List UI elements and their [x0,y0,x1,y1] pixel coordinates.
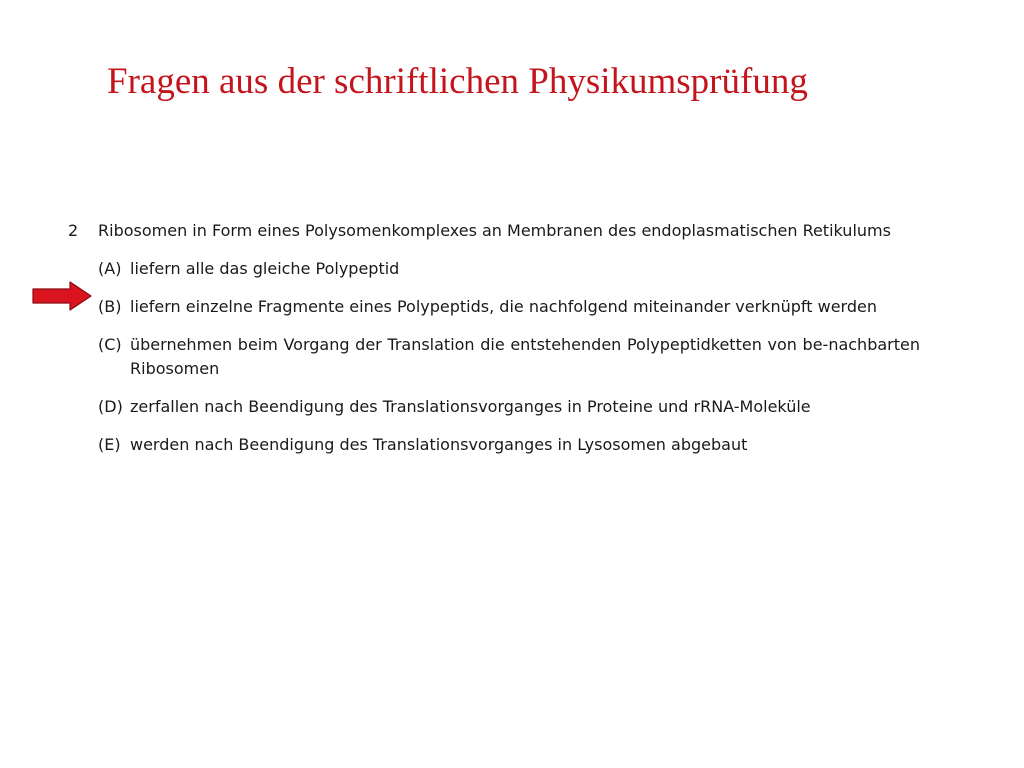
option-letter: (A) [98,259,122,278]
answer-option-e [98,433,920,457]
answer-option-d [98,395,920,419]
option-letter: (B) [98,297,122,316]
option-text: zerfallen nach Beendigung des Translationsvorganges in Proteine und rRNA-Moleküle [130,397,811,416]
option-text: werden nach Beendigung des Translationsvorganges in Lysosomen abgebaut [130,435,748,454]
option-text: liefern alle das gleiche Polypeptid [130,259,400,278]
answer-option-c [98,333,920,381]
slide-title: Fragen aus der schriftlichen Physikumsprüfung [107,61,808,102]
question-text: Ribosomen in Form eines Polysomenkomplexes an Membranen des endoplasmatischen Retikulums [98,221,891,240]
question-stem [68,219,920,243]
option-letter: (C) [98,335,122,354]
answer-options [98,257,920,457]
question-block [68,219,920,471]
option-letter: (D) [98,397,123,416]
option-text: liefern einzelne Fragmente eines Polypeptids, die nachfolgend miteinander verknüpft werden [130,297,877,316]
question-number: 2 [68,221,79,240]
option-letter: (E) [98,435,121,454]
answer-option-b [98,295,920,319]
option-text: übernehmen beim Vorgang der Translation die entstehenden Polypeptidketten von be-nachbarten Ribosomen [130,335,920,378]
answer-option-a [98,257,920,281]
